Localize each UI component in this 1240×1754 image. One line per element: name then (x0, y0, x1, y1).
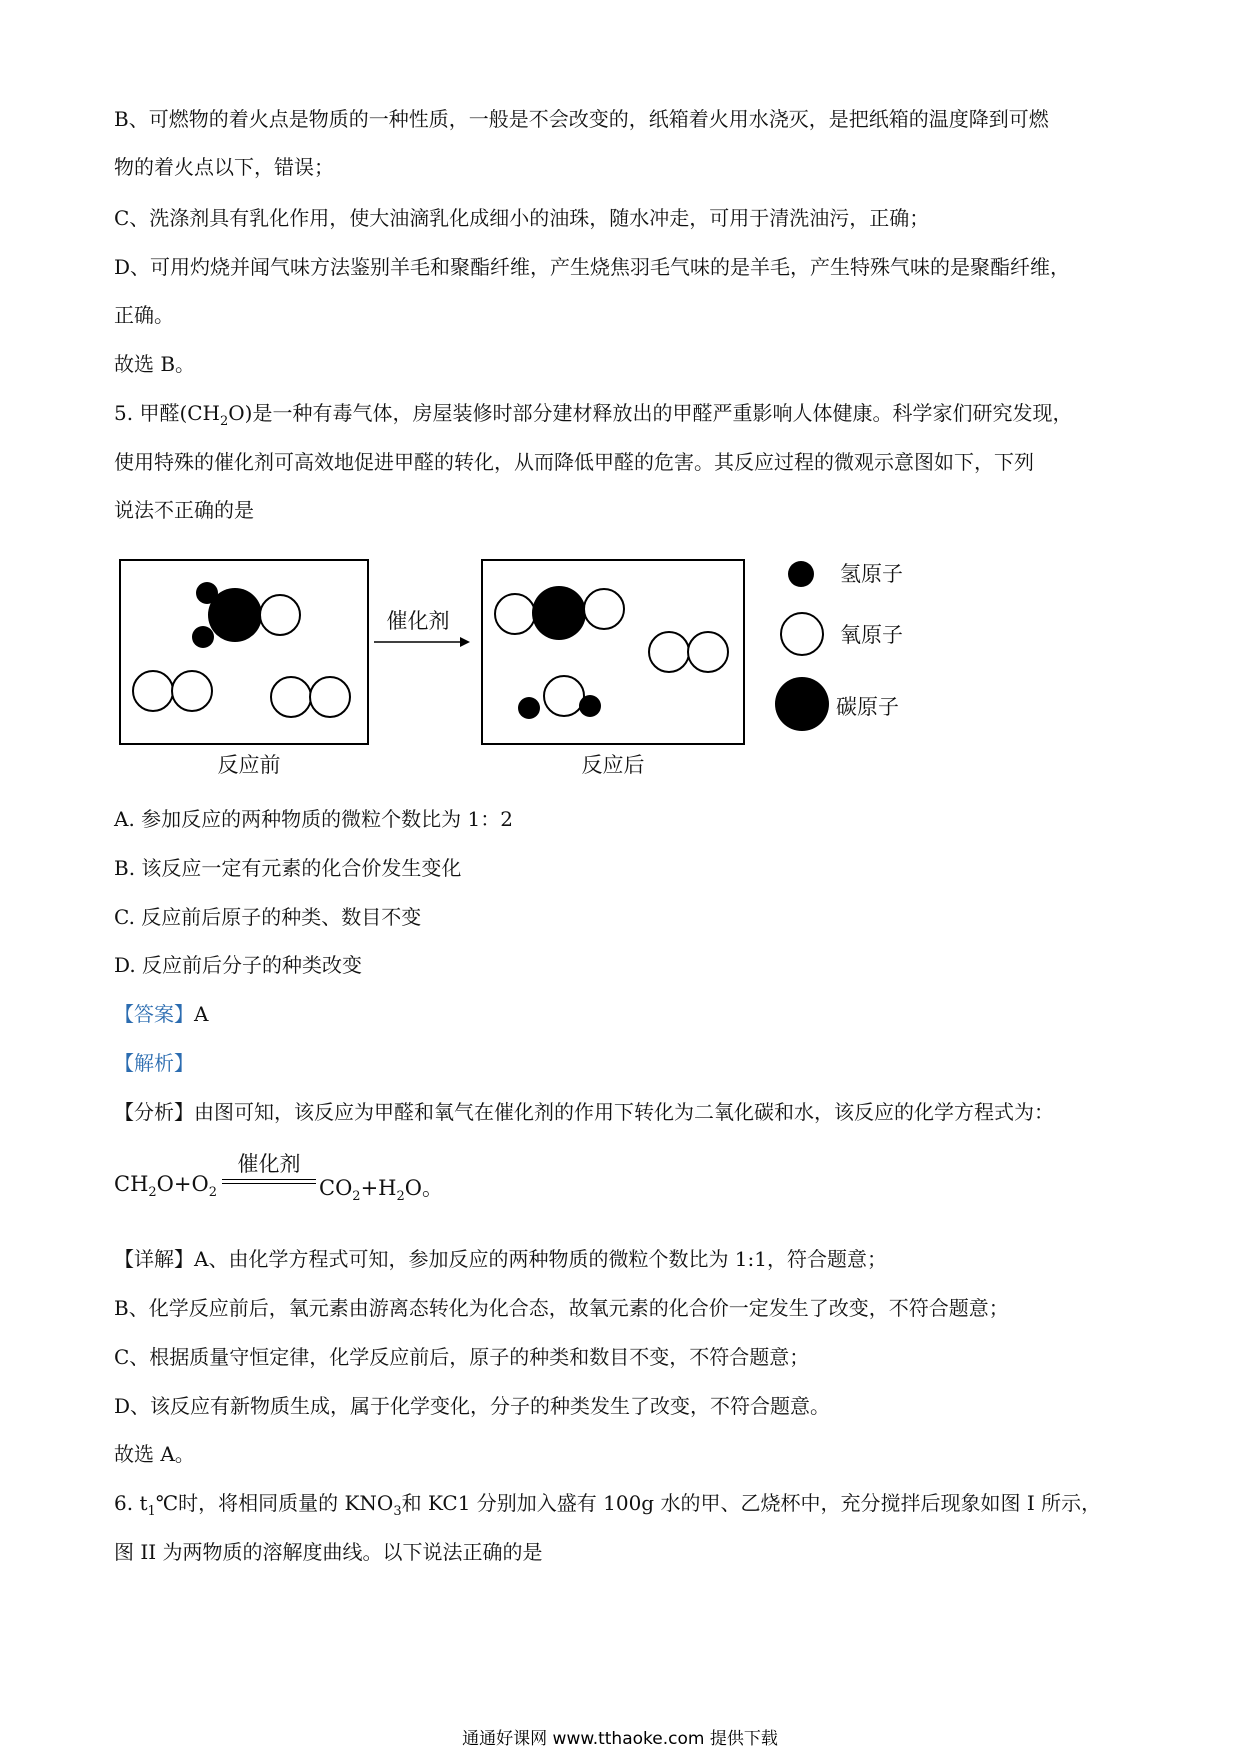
option-a: A. 参加反应的两种物质的微粒个数比为 1：2 (114, 807, 513, 831)
detail-line: 【详解】A、由化学方程式可知，参加反应的两种物质的微粒个数比为 1:1，符合题意； (114, 1247, 887, 1271)
oxygen-atom (271, 677, 311, 717)
hydrogen-atom (518, 697, 540, 719)
question-6-line: 图 II 为两物质的溶解度曲线。以下说法正确的是 (114, 1540, 543, 1564)
text-line: 物的着火点以下，错误； (114, 155, 334, 179)
detail-line: C、根据质量守恒定律，化学反应前后，原子的种类和数目不变，不符合题意； (114, 1345, 810, 1369)
text-line: C、洗涤剂具有乳化作用，使大油滴乳化成细小的油珠，随水冲走，可用于清洗油污，正确； (114, 206, 930, 230)
answer-tag: 【答案】 (114, 1002, 194, 1026)
oxygen-atom (495, 594, 535, 634)
fenxi-line: 【分析】由图可知，该反应为甲醛和氧气在催化剂的作用下转化为二氧化碳和水，该反应的化学方程式为： (114, 1100, 1054, 1124)
after-box (482, 560, 744, 744)
legend-label: 氢原子 (840, 562, 903, 586)
catalyst-label: 催化剂 (386, 609, 450, 633)
oxygen-atom (310, 677, 350, 717)
detail-line: B、化学反应前后，氧元素由游离态转化为化合态，故氧元素的化合价一定发生了改变，不符合题意； (114, 1296, 1009, 1320)
question-6-line: 6. $t_1℃$时，将相同质量的 $KNO_3$和 KC1 分别加入盛有 100g 水的甲、乙烧杯中，充分搅拌后现象如图 I 所示， (114, 1491, 1102, 1519)
reaction-diagram (118, 556, 938, 786)
question-5-line: 5. 甲醛$(CH_2O)$是一种有毒气体，房屋装修时部分建材释放出的甲醛严重影响人体健康。科学家们研究发现， (114, 401, 1073, 429)
question-5-line: 说法不正确的是 (114, 498, 254, 522)
oxygen-atom (688, 632, 728, 672)
text-line: D、可用灼烧并闻气味方法鉴别羊毛和聚酯纤维，产生烧焦羽毛气味的是羊毛，产生特殊气味的是聚酯纤维， (114, 255, 1071, 279)
oxygen-atom (649, 632, 689, 672)
legend-label: 碳原子 (836, 695, 899, 719)
hydrogen-atom (579, 695, 601, 717)
legend-hydrogen (788, 561, 814, 587)
option-b: B. 该反应一定有元素的化合价发生变化 (114, 856, 462, 880)
equation-right: $CO_2+H_2O$。 (319, 1176, 443, 1205)
answer-line (114, 1002, 208, 1026)
equation-equals-sign (222, 1179, 316, 1184)
text-line: 正确。 (114, 303, 174, 327)
analysis-tag: 【解析】 (114, 1051, 194, 1075)
question-5-line: 使用特殊的催化剂可高效地促进甲醛的转化，从而降低甲醛的危害。其反应过程的微观示意图如下，下列 (114, 450, 1034, 474)
legend (775, 561, 903, 731)
before-label: 反应前 (217, 753, 281, 777)
legend-label: 氧原子 (840, 623, 903, 647)
catalyst-arrow (374, 609, 470, 647)
chemical-equation (114, 1148, 494, 1218)
carbon-atom (208, 588, 262, 642)
option-d: D. 反应前后分子的种类改变 (114, 953, 363, 977)
legend-carbon (775, 677, 829, 731)
oxygen-atom (172, 671, 212, 711)
detail-line: D、该反应有新物质生成，属于化学变化，分子的种类发生了改变，不符合题意。 (114, 1394, 831, 1418)
oxygen-atom (133, 671, 173, 711)
legend-oxygen (781, 613, 823, 655)
text-line: B、可燃物的着火点是物质的一种性质，一般是不会改变的，纸箱着火用水浇灭，是把纸箱的温度降到可燃 (114, 107, 1049, 131)
text-line: 故选 B。 (114, 352, 196, 376)
carbon-atom (532, 586, 586, 640)
before-box (120, 560, 368, 744)
after-label: 反应后 (581, 753, 645, 777)
equation-condition: 催化剂 (237, 1152, 301, 1176)
oxygen-atom (260, 595, 300, 635)
page-footer: 通通好课网 www.tthaoke.com 提供下载 (462, 1729, 778, 1749)
answer-value: A (194, 1002, 209, 1026)
detail-line: 故选 A。 (114, 1442, 195, 1466)
option-c: C. 反应前后原子的种类、数目不变 (114, 905, 422, 929)
hydrogen-atom (192, 626, 214, 648)
oxygen-atom (544, 676, 584, 716)
equation-left: $CH_2O+O_2$ (114, 1172, 217, 1201)
oxygen-atom (584, 589, 624, 629)
